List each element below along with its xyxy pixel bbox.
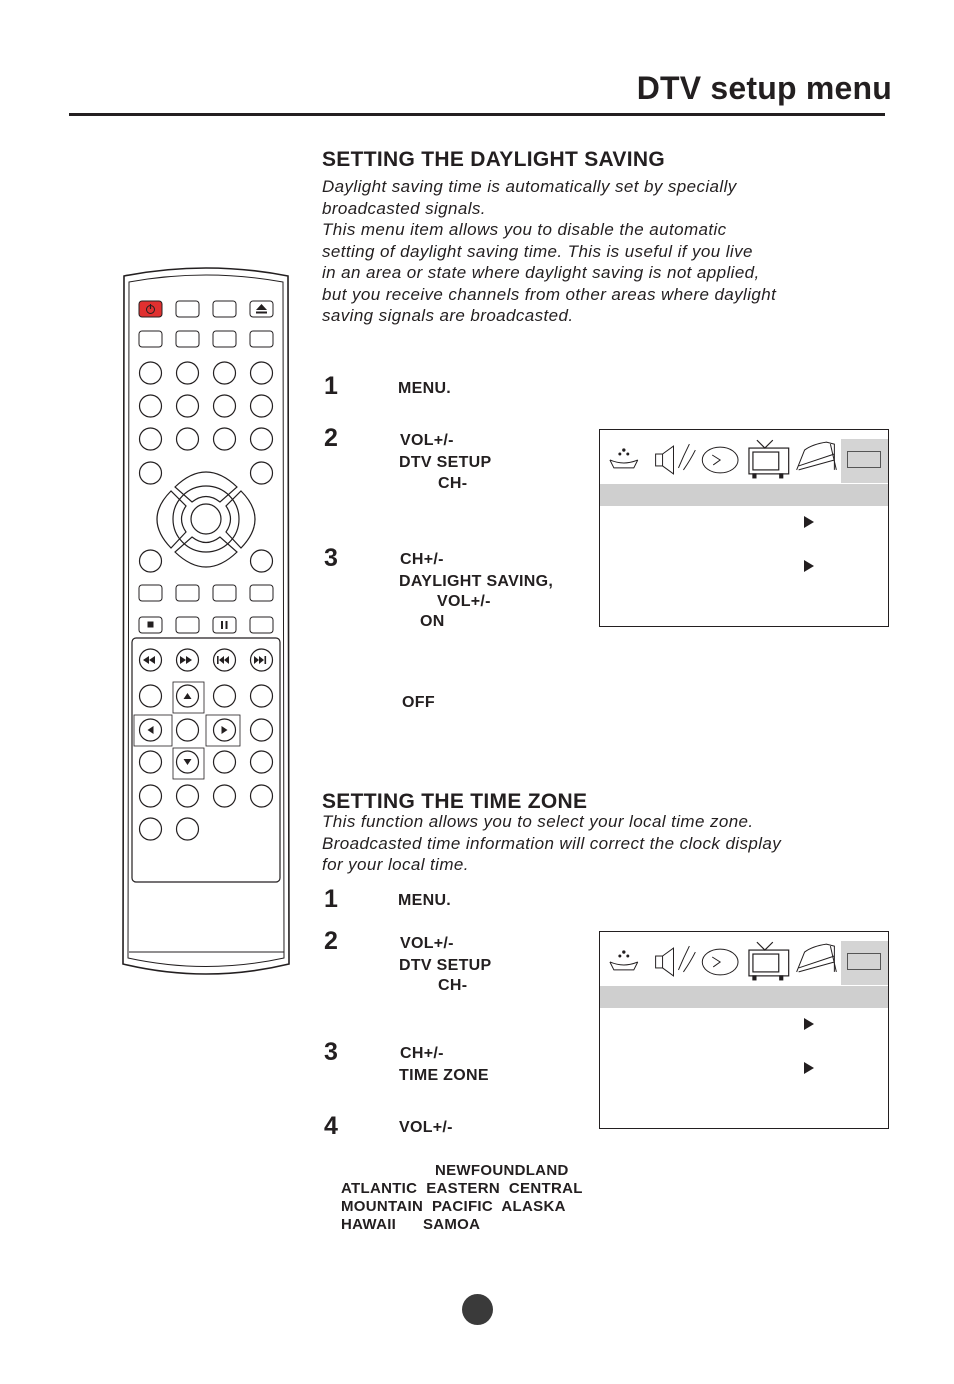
- remote-control-illustration: [120, 262, 292, 982]
- intro-line: This menu item allows you to disable the automatic: [322, 220, 727, 239]
- sound-icon: [656, 946, 696, 976]
- clock-icon: [702, 447, 738, 473]
- timezone-option: ATLANTIC EASTERN CENTRAL: [341, 1180, 583, 1197]
- submenu-arrow-icon: [804, 1062, 814, 1074]
- lock-icon: [797, 442, 837, 470]
- step-text: VOL+/-: [400, 432, 454, 449]
- tv-icon: [749, 440, 789, 478]
- picture-icon: [610, 951, 638, 970]
- submenu-arrow-icon: [804, 516, 814, 528]
- step-text: CH+/-: [400, 1045, 444, 1062]
- dtv-setup-icon: [841, 439, 888, 483]
- sound-icon: [656, 444, 696, 474]
- step-text: DTV SETUP: [399, 957, 492, 974]
- step-number: 2: [324, 424, 338, 452]
- intro-line: setting of daylight saving time. This is useful if you live: [322, 241, 753, 261]
- dtv-setup-icon: [841, 941, 888, 985]
- menu-highlight-band: [600, 484, 888, 506]
- step-number: 3: [324, 1038, 338, 1066]
- menu-screen: [599, 429, 889, 627]
- step-text: VOL+/-: [437, 593, 491, 610]
- step-number: 4: [324, 1112, 338, 1140]
- clock-icon: [702, 949, 738, 975]
- daylight-intro: [322, 176, 882, 327]
- submenu-arrow-icon: [804, 1018, 814, 1030]
- stop-icon: [148, 622, 154, 628]
- step-text: DAYLIGHT SAVING,: [399, 573, 554, 590]
- pause-button: [213, 617, 236, 633]
- page-title: DTV setup menu: [636, 70, 892, 106]
- step-text: CH+/-: [400, 551, 444, 568]
- timezone-option: HAWAII SAMOA: [341, 1216, 481, 1233]
- step-text: CH-: [438, 977, 468, 994]
- daylight-heading: SETTING THE DAYLIGHT SAVING: [322, 148, 665, 171]
- step-text: ON: [420, 613, 445, 630]
- intro-line: This function allows you to select your local time zone.: [322, 812, 754, 831]
- lock-icon: [797, 944, 837, 972]
- intro-line: but you receive channels from other areas where daylight: [322, 284, 777, 304]
- step-text: TIME ZONE: [399, 1067, 489, 1084]
- step-text: VOL+/-: [399, 1119, 453, 1136]
- timezone-heading: SETTING THE TIME ZONE: [322, 790, 588, 813]
- step-number: 3: [324, 544, 338, 572]
- timezone-option: MOUNTAIN PACIFIC ALASKA: [341, 1198, 566, 1215]
- intro-line: Broadcasted time information will correct the clock display: [322, 833, 782, 853]
- step-text: MENU.: [398, 380, 452, 397]
- title-divider: [69, 113, 885, 116]
- menu-highlight-band: [600, 986, 888, 1008]
- eject-button: [250, 301, 273, 317]
- step-number: 2: [324, 927, 338, 955]
- intro-line: saving signals are broadcasted.: [322, 306, 574, 325]
- submenu-arrow-icon: [804, 560, 814, 572]
- step-text: DTV SETUP: [399, 454, 492, 471]
- power-button: [139, 301, 162, 317]
- step-number: 1: [324, 372, 338, 400]
- stop-button: [139, 617, 162, 633]
- menu-screen: [599, 931, 889, 1129]
- off-label: OFF: [402, 694, 435, 711]
- step-text: VOL+/-: [400, 935, 454, 952]
- picture-icon: [610, 449, 638, 468]
- step-text: CH-: [438, 475, 468, 492]
- intro-line: for your local time.: [322, 855, 469, 874]
- intro-line: broadcasted signals.: [322, 198, 486, 218]
- tv-icon: [749, 942, 789, 980]
- timezone-intro: [322, 811, 882, 876]
- timezone-option: NEWFOUNDLAND: [435, 1162, 569, 1179]
- page-number-dot: [462, 1294, 493, 1325]
- intro-line: in an area or state where daylight saving is not applied,: [322, 263, 760, 282]
- step-text: MENU.: [398, 892, 452, 909]
- step-number: 1: [324, 885, 338, 913]
- intro-line: Daylight saving time is automatically set by specially: [322, 177, 737, 196]
